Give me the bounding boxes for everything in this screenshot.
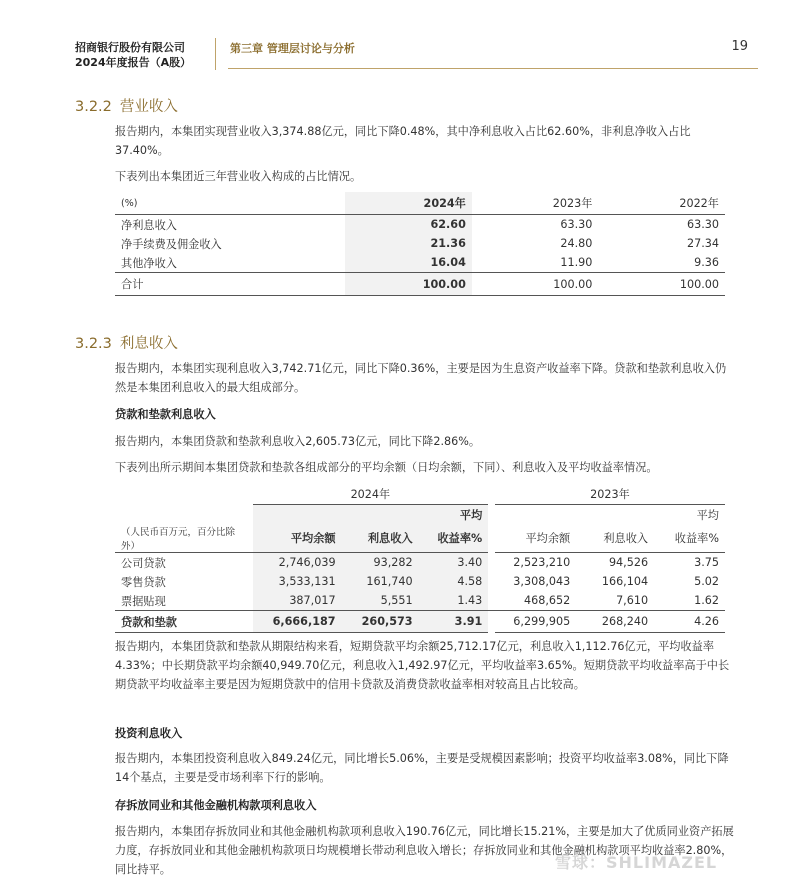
cell: 100.00	[598, 273, 725, 296]
cell: 166,104	[601, 575, 649, 588]
cell: 62.60	[345, 215, 472, 235]
section-title-text: 营业收入	[119, 99, 178, 115]
paragraph: 报告期内，本集团贷款和垫款从期限结构来看，短期贷款平均余额25,712.17亿元，利息收入1,112.76亿元，平均收益率4.33%；中长期贷款平均余额40,949.70亿元，利息收入1,492.97亿元，平均收益率3.65%。短期贷款平均收益率高于中长期贷款平均收益率主要是因为短期贷款中的信用卡贷款及消费贷款收益率相对较高且占比较高。	[115, 640, 730, 691]
cell: 6,299,905	[495, 611, 576, 633]
header-company-block	[75, 40, 191, 70]
cell: 268,240	[576, 611, 654, 633]
column-header: 平均余额	[253, 524, 342, 553]
cell: 3,533,131	[253, 572, 342, 591]
paragraph: 报告期内，本集团实现利息收入3,742.71亿元，同比下降0.36%，主要是因为生息资产收益率下降。贷款和垫款利息收入仍然是本集团利息收入的最大组成部分。	[115, 362, 727, 394]
column-header: 利息收入	[576, 524, 654, 553]
column-header: 平均	[419, 505, 489, 525]
column-header: 收益率%	[654, 524, 725, 553]
paragraph: 报告期内，本集团实现营业收入3,374.88亿元，同比下降0.48%，其中净利息收入占比62.60%，非利息净收入占比37.40%。	[115, 125, 691, 157]
cell: 16.04	[345, 253, 472, 273]
table-row	[115, 215, 725, 235]
row-label: 贷款和垫款	[115, 611, 253, 633]
table-row	[115, 253, 725, 273]
cell: 63.30	[686, 218, 719, 231]
cell: 93,282	[342, 553, 419, 573]
cell: 5.02	[694, 575, 719, 588]
table-unit: (%)	[115, 192, 345, 215]
cell: 4.26	[654, 611, 725, 633]
loan-interest-table	[115, 484, 725, 633]
header-report: 2024年度报告（A股）	[75, 56, 192, 69]
cell: 3.91	[419, 611, 489, 633]
cell: 6,666,187	[253, 611, 342, 633]
column-header-row	[115, 505, 725, 525]
cell: 1.62	[694, 594, 719, 607]
cell: 63.30	[560, 218, 593, 231]
cell: 3,308,043	[513, 575, 571, 588]
column-header: 2023年	[472, 192, 599, 215]
row-label: 净手续费及佣金收入	[121, 237, 222, 251]
cell: 27.34	[686, 237, 719, 250]
header-chapter: 第三章 管理层讨论与分析	[230, 42, 355, 55]
table-row	[115, 591, 725, 611]
paragraph: 报告期内，本集团贷款和垫款利息收入2,605.73亿元，同比下降2.86%。	[115, 435, 481, 448]
column-header: 利息收入	[342, 524, 419, 553]
cell: 11.90	[560, 256, 593, 269]
year-header: 2023年	[495, 484, 725, 505]
revenue-composition-table	[115, 192, 725, 296]
cell: 2,523,210	[513, 556, 571, 569]
cell: 387,017	[253, 591, 342, 611]
header-rule	[228, 68, 758, 69]
column-header: 收益率%	[419, 524, 489, 553]
cell: 3.75	[694, 556, 719, 569]
cell: 9.36	[694, 256, 719, 269]
column-header: 2022年	[598, 192, 725, 215]
row-label: 其他净收入	[121, 256, 177, 270]
section-number: 3.2.2	[75, 99, 112, 115]
header-company: 招商银行股份有限公司	[75, 41, 185, 54]
table-total-row	[115, 611, 725, 633]
cell: 24.80	[560, 237, 593, 250]
subheading: 贷款和垫款利息收入	[115, 408, 216, 421]
row-label: 零售贷款	[121, 575, 166, 589]
paragraph: 报告期内，本集团存拆放同业和其他金融机构款项利息收入190.76亿元，同比增长15.21%，主要是加大了优质同业资产拓展力度，存拆放同业和其他金融机构款项日均规模增长带动利息收入增长；存拆放同业和其他金融机构款项平均收益率2.80%，同比持平。	[115, 825, 734, 876]
header-divider	[215, 38, 216, 70]
column-header-row	[115, 524, 725, 553]
cell: 161,740	[342, 572, 419, 591]
table-header-row	[115, 192, 725, 215]
row-label: 净利息收入	[121, 218, 177, 232]
cell: 5,551	[342, 591, 419, 611]
cell: 260,573	[342, 611, 419, 633]
paragraph: 报告期内，本集团投资利息收入849.24亿元，同比增长5.06%，主要是受规模因素影响；投资平均收益率3.08%，同比下降14个基点，主要是受市场利率下行的影响。	[115, 752, 729, 784]
paragraph: 下表列出本集团近三年营业收入构成的占比情况。	[115, 170, 362, 183]
table-row	[115, 553, 725, 573]
year-header-row	[115, 484, 725, 505]
row-label: 票据贴现	[121, 594, 166, 608]
table-row	[115, 234, 725, 253]
column-header: 2024年	[345, 192, 472, 215]
watermark: 雪球：SHLIMAZEL	[555, 853, 718, 872]
cell: 468,652	[523, 594, 571, 607]
cell: 94,526	[608, 556, 649, 569]
cell: 7,610	[616, 594, 649, 607]
section-number: 3.2.3	[75, 336, 112, 352]
row-label: 公司贷款	[121, 556, 166, 570]
paragraph: 下表列出所示期间本集团贷款和垫款各组成部分的平均余额（日均余额，下同）、利息收入及平均收益率情况。	[115, 461, 658, 474]
row-label: 合计	[115, 273, 345, 296]
section-title-text: 利息收入	[119, 336, 178, 352]
cell: 100.00	[472, 273, 599, 296]
cell: 4.58	[419, 572, 489, 591]
table-row	[115, 572, 725, 591]
table-total-row	[115, 273, 725, 296]
cell: 3.40	[419, 553, 489, 573]
page-number: 19	[731, 39, 748, 54]
subheading: 存拆放同业和其他金融机构款项利息收入	[115, 799, 317, 812]
year-header: 2024年	[253, 484, 489, 505]
cell: 21.36	[345, 234, 472, 253]
column-header: 平均	[696, 508, 719, 522]
section-322-title	[75, 95, 178, 116]
section-323-title	[75, 332, 178, 353]
subheading: 投资利息收入	[115, 727, 183, 740]
cell: 1.43	[419, 591, 489, 611]
column-header: 平均余额	[495, 524, 576, 553]
cell: 100.00	[345, 273, 472, 296]
cell: 2,746,039	[253, 553, 342, 573]
table-unit: （人民币百万元，百分比除外）	[115, 524, 253, 553]
